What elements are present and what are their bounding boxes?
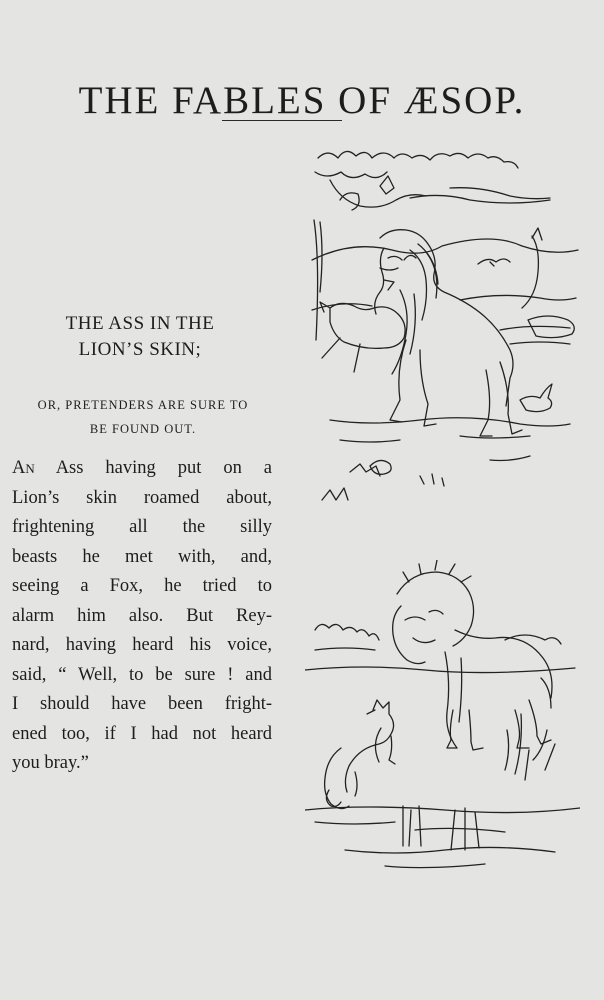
fable-body-line: alarm him also. But Rey- <box>12 605 272 626</box>
fable-body-line: frightening all the silly <box>12 517 272 537</box>
fable-title-line-1: THE ASS IN THE <box>65 313 215 334</box>
fable-body-line: seeing a Fox, he tried to <box>12 576 272 596</box>
title-divider <box>222 120 342 121</box>
fable-moral-line-2: BE FOUND OUT. <box>89 422 197 436</box>
fable-body-line: I should have been fright- <box>12 694 272 714</box>
fox-and-ass-illustration <box>305 560 580 900</box>
fable-body <box>12 454 272 779</box>
fable-moral <box>10 393 276 441</box>
fable-moral-line-1: OR, PRETENDERS ARE SURE TO <box>37 398 249 412</box>
fable-body-line: you bray.” <box>12 753 89 773</box>
fable-body-line: An Ass having put on a <box>12 458 272 478</box>
fable-body-line: Lion’s skin roamed about, <box>12 487 272 508</box>
fable-body-line: ened too, if I had not heard <box>12 723 272 744</box>
fable-body-line: beasts he met with, and, <box>12 546 272 567</box>
fable-body-line: said, “ Well, to be sure ! and <box>12 664 272 685</box>
fable-body-line: nard, having heard his voice, <box>12 635 272 655</box>
fable-title <box>10 311 270 363</box>
fable-title-line-2: LION’S SKIN; <box>78 339 202 360</box>
book-title: THE FABLES OF ÆSOP. <box>78 79 526 123</box>
ass-in-lion-skin-illustration <box>310 140 580 530</box>
